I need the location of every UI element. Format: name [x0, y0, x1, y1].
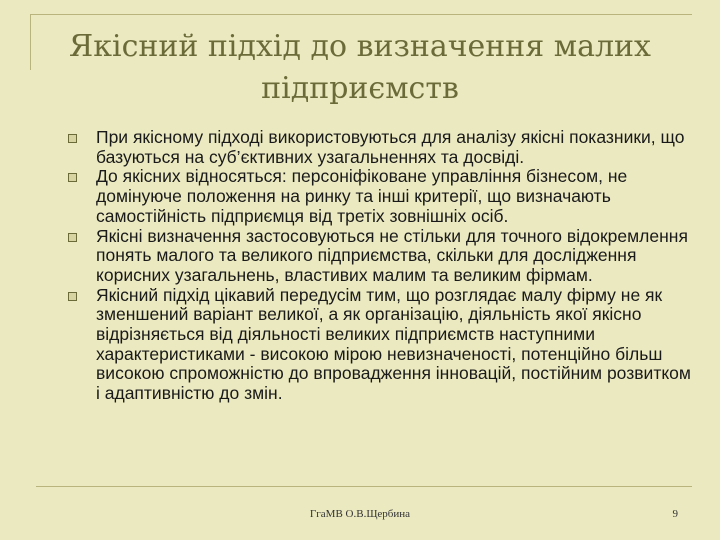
frame-top-line: [30, 14, 692, 15]
bullet-text: Якісний підхід цікавий передусім тим, що розглядає малу фірму не як зменшений варіант великої, а як організацію, діяльність якої якісно відрізняється від діяльності великих підприємств наступними характеристиками - високою мірою невизначеності, потенційно більш високою спроможністю до впровадження інновацій, постійним розвитком і адаптивністю до змін.: [96, 284, 691, 404]
bullet-item: [68, 286, 694, 404]
frame-left-line: [30, 14, 31, 70]
footer-author: ГгаМВ О.В.Щербина: [309, 508, 411, 520]
bullet-item: [68, 167, 694, 226]
square-bullet-icon: [68, 134, 77, 143]
bullet-text: До якісних відносяться: персоніфіковане управління бізнесом, не домінуюче положення на ринку та інші критерії, що визначають самостійність підприємця від третіх зовнішніх осіб.: [96, 166, 628, 226]
slide-title: Якісний підхід до визначення малих підприємств: [69, 29, 651, 106]
footer-line: [36, 486, 692, 487]
square-bullet-icon: [68, 173, 77, 182]
bullet-text: Якісні визначення застосовуються не стільки для точного відокремлення понять малого та великого підприємства, скільки для дослідження корисних узагальнень, властивих малим та великим фірмам.: [96, 225, 688, 285]
bullet-item: [68, 227, 694, 286]
bullet-text: При якісному підході використовуються для аналізу якісні показники, що базуються на суб’єктивних узагальненнях та досвіді.: [96, 127, 685, 167]
square-bullet-icon: [68, 233, 77, 242]
square-bullet-icon: [68, 292, 77, 301]
bullet-list: [68, 128, 694, 404]
bullet-item: [68, 128, 694, 167]
page-number: 9: [672, 508, 678, 520]
